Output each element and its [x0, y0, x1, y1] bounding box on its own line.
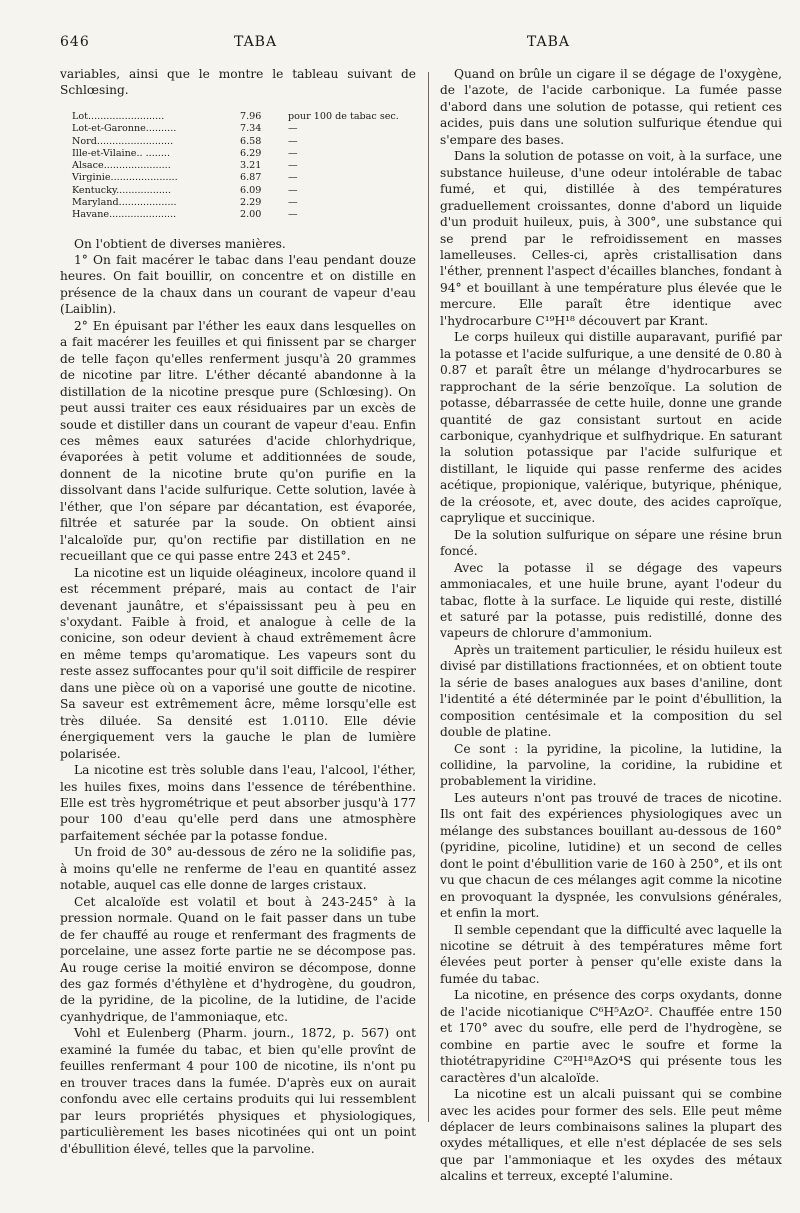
body-paragraph: Les auteurs n'ont pas trouvé de traces de nicotine. Ils ont fait des expériences physiologiques avec un mélange des substances bouillant au-dessous de 160° (pyridine, picoline, lutidine) et un second de celles dont le point d'ébullition varie de 160 à 250°, et ils ont vu que chacun de ces mélanges agit comme la nicotine en provoquant la dyspnée, les convulsions générales, et enfin la mort.: [440, 790, 782, 921]
body-paragraph: La nicotine est très soluble dans l'eau, l'alcool, l'éther, les huiles fixes, moins dans l'essence de térébenthine. Elle est très hygrométrique et peut absorber jusqu'à 177 pour 100 d'eau qu'elle perd dans une atmosphère parfaitement séchée par la potasse fondue.: [60, 763, 416, 843]
unit-cell: —: [288, 147, 298, 159]
body-paragraph: Ce sont : la pyridine, la picoline, la lutidine, la collidine, la parvoline, la coridine, la rubidine et probablement la viridine.: [440, 741, 782, 789]
unit-cell: —: [288, 209, 298, 221]
body-paragraph: 2° En épuisant par l'éther les eaux dans lesquelles on a fait macérer les feuilles et qui finissent par se charger de telle façon qu'elles renferment jusqu'à 20 grammes de nicotine par litre. L'éther décanté abandonne à la distillation de la nicotine presque pure (Schlœsing). On peut aussi traiter ces eaux résiduaires par un excès de soude et distiller dans un courant de vapeur d'eau. Enfin ces mêmes eaux saturées d'acide chlorhydrique, évaporées à petit volume et additionnées de soude, donnent de la nicotine brute qu'on purifie en la dissolvant dans l'acide sulfurique. Cette solution, lavée à l'éther, que l'on sépare par décantation, est évaporée, filtrée et saturée par la soude. On obtient ainsi l'alcaloïde pur, qu'on rectifie par distillation en ne recueillant que ce qui passe entre 243 et 245°.: [60, 318, 416, 564]
table-row: [72, 172, 399, 184]
body-paragraph: Avec la potasse il se dégage des vapeurs ammoniacales, et une huile brune, ayant l'odeur du tabac, flotte à la surface. Le liquide qui reste, distillé et saturé par la potasse, puis redistillé, donne des vapeurs de chlorure d'ammonium.: [440, 560, 782, 641]
table-row: [72, 111, 399, 123]
table-row: [72, 185, 399, 197]
region-cell: Nord.........................: [72, 135, 174, 147]
body-paragraph: De la solution sulfurique on sépare une résine brun foncé.: [440, 527, 782, 559]
left-running-head: TABA: [234, 34, 278, 50]
value-cell: 6.09: [240, 184, 262, 196]
table-row: [72, 148, 399, 160]
page-number: 646: [60, 34, 90, 50]
body-paragraph: La nicotine est un liquide oléagineux, incolore quand il est récemment préparé, mais au contact de l'air devenant jaunâtre, et s'épaississant peu à peu en s'oxydant. Faible à froid, et analogue à celle de la conicine, son odeur devient à chaud extrêmement âcre en même temps qu'aromatique. Les vapeurs sont du reste assez suffocantes pour qu'il soit difficile de respirer dans une pièce où on a vaporisé une goutte de nicotine. Sa saveur est extrêmement âcre, même lorsqu'elle est très diluée. Sa densité est 1.0110. Elle dévie énergiquement vers la gauche le plan de lumière polarisée.: [60, 565, 416, 761]
unit-cell: —: [288, 184, 298, 196]
value-cell: 6.58: [240, 135, 262, 147]
unit-cell: —: [288, 172, 298, 184]
left-column: [60, 66, 416, 1157]
table-row: [72, 136, 399, 148]
region-cell: Lot-et-Garonne..........: [72, 123, 177, 135]
body-paragraph: Vohl et Eulenberg (Pharm. journ., 1872, p. 567) ont examiné la fumée du tabac, et bien qu'elle provînt de feuilles renfermant 4 pour 100 de nicotine, ils n'ont pu en trouver traces dans la fumée. D'après eux on aurait confondu avec elle certains produits qui lui ressemblent par leurs propriétés physiques et physiologiques, particulièrement les bases nicotinées qui ont un point d'ébullition élevé, telles que la parvoline.: [60, 1026, 416, 1156]
region-cell: Kentucky..................: [72, 184, 172, 196]
value-cell: 3.21: [240, 160, 262, 172]
region-cell: Ille-et-Vilaine.. ........: [72, 147, 171, 159]
region-cell: Alsace......................: [72, 160, 171, 172]
body-paragraph: Quand on brûle un cigare il se dégage de l'oxygène, de l'azote, de l'acide carbonique. La fumée passe d'abord dans une solution de potasse, qui retient ces acides, puis dans une solution sulfurique étendue qui s'empare des bases.: [440, 67, 782, 147]
right-column: [440, 66, 782, 1185]
region-cell: Maryland...................: [72, 196, 177, 208]
body-paragraph: Le corps huileux qui distille auparavant, purifié par la potasse et l'acide sulfurique, a une densité de 0.80 à 0.87 et paraît être un mélange d'hydrocarbures se rapprochant de la série benzoïque. La solution de potasse, débarrassée de cette huile, donne une grande quantité de gaz consistant surtout en acide carbonique, cyanhydrique et sulfhydrique. En saturant la solution potassique par l'acide sulfurique et distillant, le liquide qui passe renferme des acides acétique, propionique, valérique, butyrique, phénique, de la créosote, et, avec doute, des acides caproïque, caprylique et succinique.: [440, 330, 782, 526]
nicotine-content-table: [72, 111, 399, 222]
region-cell: Virginie......................: [72, 172, 178, 184]
table-row: [72, 209, 399, 221]
table-row: [72, 197, 399, 209]
table-row: [72, 160, 399, 172]
region-cell: Lot.........................: [72, 110, 165, 122]
value-cell: 6.87: [240, 172, 262, 184]
unit-cell: —: [288, 160, 298, 172]
body-paragraph: Cet alcaloïde est volatil et bout à 243-245° à la pression normale. Quand on le fait passer dans un tube de fer chauffé au rouge et renfermant des fragments de porcelaine, une assez forte partie ne se décompose pas. Au rouge cerise la moitié environ se décompose, donne des gaz formés d'éthylène et d'hydrogène, du goudron, de la pyridine, de la picoline, de la lutidine, de l'acide cyanhydrique, de l'ammoniaque, etc.: [60, 894, 416, 1024]
value-cell: 7.96: [240, 110, 262, 122]
value-cell: 7.34: [240, 123, 262, 135]
value-cell: 2.29: [240, 196, 262, 208]
body-paragraph: La nicotine est un alcali puissant qui se combine avec les acides pour former des sels. Elle peut même déplacer de leurs combinaisons salines la plupart des oxydes métalliques, et elle n'est déplacée de ses sels que par l'ammoniaque et les oxydes des métaux alcalins et terreux, excepté l'alumine.: [440, 1087, 782, 1184]
body-paragraph: Après un traitement particulier, le résidu huileux est divisé par distillations fractionnées, et on obtient toute la série de bases analogues aux bases d'aniline, dont l'identité a été déterminée par le point d'ébullition, la composition centésimale et la composition du sel double de platine.: [440, 642, 782, 740]
unit-cell: pour 100 de tabac sec.: [288, 110, 399, 122]
value-cell: 6.29: [240, 147, 262, 159]
table-row: [72, 123, 399, 135]
body-paragraph: La nicotine, en présence des corps oxydants, donne de l'acide nicotianique C⁶H⁵AzO². Chauffée entre 150 et 170° avec du soufre, elle perd de l'hydrogène, se combine en partie avec le soufre et forme la thiotétrapyridine C²⁰H¹⁸AzO⁴S qui présente tous les caractères d'un alcaloïde.: [440, 988, 782, 1085]
body-paragraph: Il semble cependant que la difficulté avec laquelle la nicotine se détruit à des températures même fort élevées peut porter à penser qu'elle existe dans la fumée du tabac.: [440, 922, 782, 986]
right-running-head: TABA: [526, 34, 570, 50]
unit-cell: —: [288, 196, 298, 208]
unit-cell: —: [288, 123, 298, 135]
body-paragraph: 1° On fait macérer le tabac dans l'eau pendant douze heures. On fait bouillir, on concentre et on distille en présence de la chaux dans un courant de vapeur d'eau (Laiblin).: [60, 253, 416, 317]
region-cell: Havane......................: [72, 209, 177, 221]
body-paragraph: On l'obtient de diverses manières.: [74, 236, 286, 251]
unit-cell: —: [288, 135, 298, 147]
value-cell: 2.00: [240, 209, 262, 221]
intro-paragraph: variables, ainsi que le montre le tableau suivant de Schlœsing.: [60, 67, 416, 98]
running-header: [60, 34, 772, 56]
body-paragraph: Dans la solution de potasse on voit, à la surface, une substance huileuse, d'une odeur intolérable de tabac fumé, et qui, distillée à des températures graduellement croissantes, donne d'abord un liquide d'un produit huileux, puis, à 300°, une substance qui se prend par le refroidissement en masses lamelleuses. Celles-ci, après cristallisation dans l'éther, prennent l'aspect d'écailles blanches, fondant à 94° et bouillant à une température plus élevée que le mercure. Elle paraît être identique avec l'hydrocarbure C¹⁹H¹⁸ découvert par Krant.: [440, 149, 782, 328]
column-divider: [428, 72, 429, 1122]
body-paragraph: Un froid de 30° au-dessous de zéro ne la solidifie pas, à moins qu'elle ne renferme de l'eau en quantité assez notable, auquel cas elle donne de larges cristaux.: [60, 845, 416, 893]
